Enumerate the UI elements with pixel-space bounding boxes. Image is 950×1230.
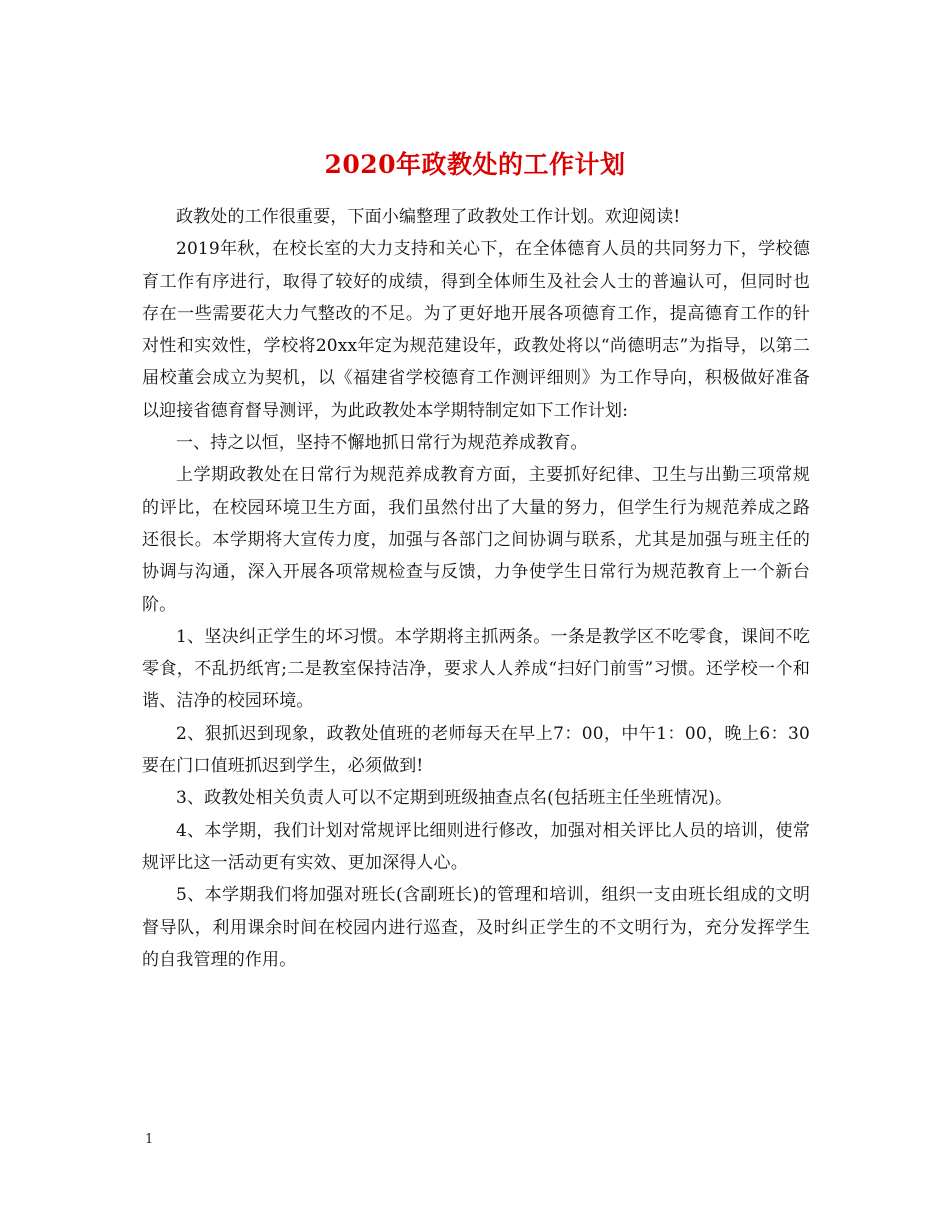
list-item-4: 4、本学期，我们计划对常规评比细则进行修改，加强对相关评比人员的培训，使常规评比这一活动更有实效、更加深得人心。	[142, 820, 810, 873]
section-heading-1: 一、持之以恒，坚持不懈地抓日常行为规范养成教育。	[176, 433, 588, 454]
list-item-2: 2、狠抓迟到现象，政教处值班的老师每天在早上7：00，中午1：00，晚上6：30要在门口值班抓迟到学生，必须做到!	[142, 723, 810, 777]
document-body	[142, 201, 810, 976]
list-item-5: 5、本学期我们将加强对班长(含副班长)的管理和培训，组织一支由班长组成的文明督导队，利用课余时间在校园内进行巡查，及时纠正学生的不文明行为，充分发挥学生的自我管理的作用。	[142, 885, 810, 970]
paragraph-intro: 政教处的工作很重要，下面小编整理了政教处工作计划。欢迎阅读!	[176, 207, 681, 227]
document-title: 2020年政教处的工作计划	[324, 149, 626, 179]
paragraph-background: 2019年秋，在校长室的大力支持和关心下，在全体德育人员的共同努力下，学校德育工作有序进行，取得了较好的成绩，得到全体师生及社会人士的普遍认可，但同时也存在一些需要花大力气整改的不足。为了更好地开展各项德育工作，提高德育工作的针对性和实效性，学校将20xx年定为规范建设年，政教处将以“尚德明志”为指导，以第二届校董会成立为契机，以《福建省学校德育工作测评细则》为工作导向，积极做好准备以迎接省德育督导测评，为此政教处本学期特制定如下工作计划:	[142, 239, 810, 421]
list-item-3: 3、政教处相关负责人可以不定期到班级抽查点名(包括班主任坐班情况)。	[176, 788, 733, 809]
list-item-1: 1、坚决纠正学生的坏习惯。本学期将主抓两条。一条是教学区不吃零食，课间不吃零食，不乱扔纸宵;二是教室保持洁净，要求人人养成“扫好门前雪”习惯。还学校一个和谐、洁净的校园环境。	[142, 626, 810, 712]
page-number: 1	[145, 1132, 154, 1147]
paragraph-section-1: 上学期政教处在日常行为规范养成教育方面，主要抓好纪律、卫生与出勤三项常规的评比，在校园环境卫生方面，我们虽然付出了大量的努力，但学生行为规范养成之路还很长。本学期将大宣传力度，加强与各部门之间协调与联系，尤其是加强与班主任的协调与沟通，深入开展各项常规检查与反馈，力争使学生日常行为规范教育上一个新台阶。	[142, 465, 810, 615]
